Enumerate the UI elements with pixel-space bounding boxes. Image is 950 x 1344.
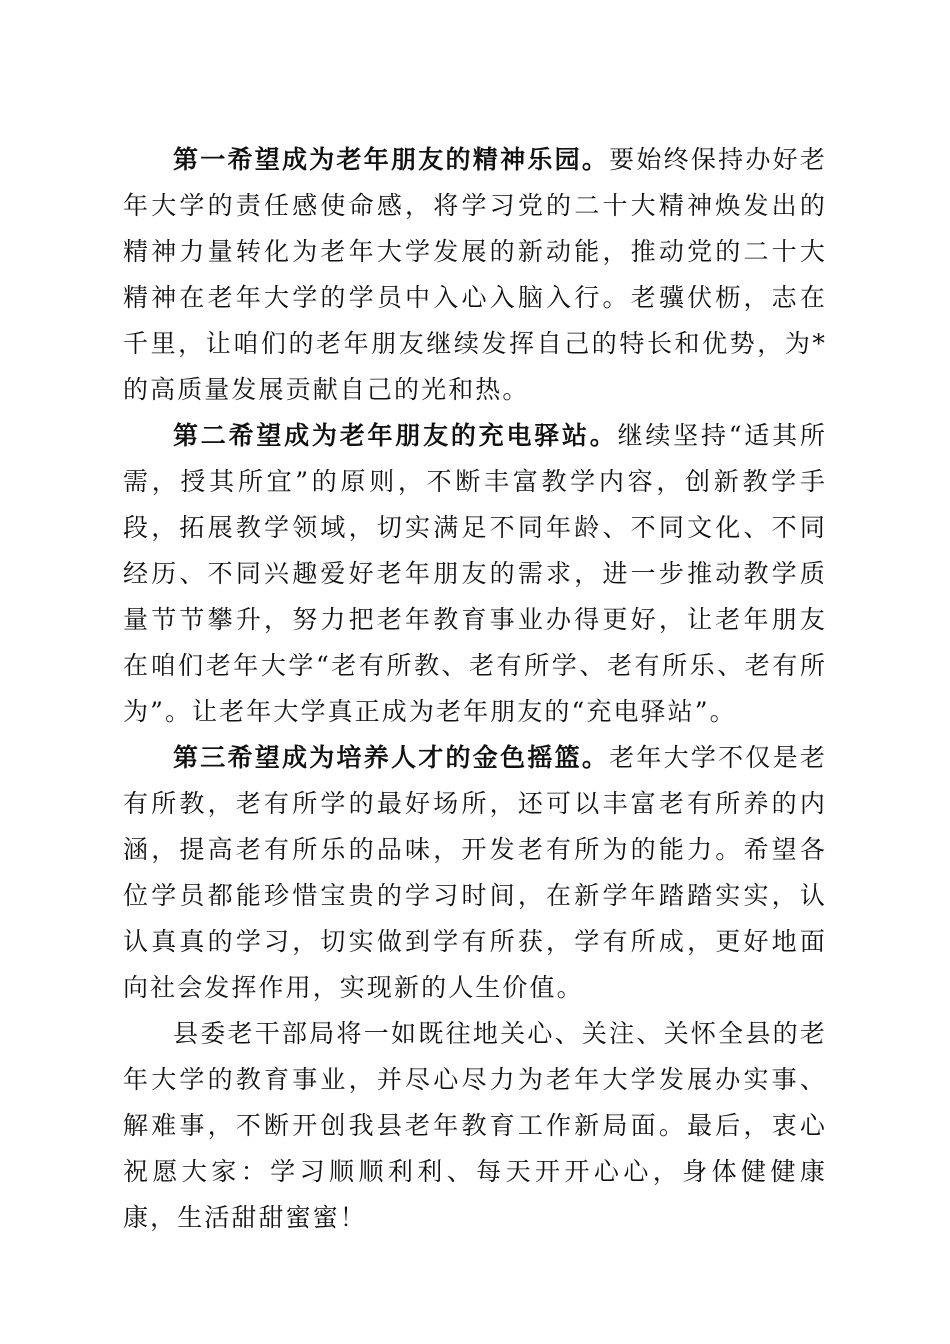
paragraph-heading: 第三希望成为培养人才的金色摇篮。 [173,743,610,772]
paragraph-heading: 第二希望成为老年朋友的充电驿站。 [173,421,618,450]
paragraph-closing [123,1011,827,1241]
paragraph-text: 继续坚持“适其所需，授其所宜”的原则，不断丰富教学内容，创新教学手段，拓展教学领域，切实满足不同年龄、不同文化、不同经历、不同兴趣爱好老年朋友的需求，进一步推动教学质量节节攀升，努力把老年教育事业办得更好，让老年朋友在咱们老年大学“老有所教、老有所学、老有所乐、老有所为”。让老年大学真正成为老年朋友的“充电驿站”。 [123,421,827,726]
paragraph-hope-1 [123,137,827,413]
paragraph-hope-3 [123,735,827,1011]
paragraph-hope-2 [123,413,827,735]
paragraph-text: 县委老干部局将一如既往地关心、关注、关怀全县的老年大学的教育事业，并尽心尽力为老年大学发展办实事、解难事，不断开创我县老年教育工作新局面。最后，衷心祝愿大家：学习顺顺利利、每天开开心心，身体健健康康，生活甜甜蜜蜜！ [123,1019,827,1232]
document-body [123,137,827,1241]
paragraph-heading: 第一希望成为老年朋友的精神乐园。 [173,145,610,174]
paragraph-text: 要始终保持办好老年大学的责任感使命感，将学习党的二十大精神焕发出的精神力量转化为老年大学发展的新动能，推动党的二十大精神在老年大学的学员中入心入脑入行。老骥伏枥，志在千里，让咱们的老年朋友继续发挥自己的特长和优势，为*的高质量发展贡献自己的光和热。 [123,145,827,404]
paragraph-text: 老年大学不仅是老有所教，老有所学的最好场所，还可以丰富老有所养的内涵，提高老有所乐的品味，开发老有所为的能力。希望各位学员都能珍惜宝贵的学习时间，在新学年踏踏实实，认认真真的学习，切实做到学有所获，学有所成，更好地面向社会发挥作用，实现新的人生价值。 [123,743,827,1002]
